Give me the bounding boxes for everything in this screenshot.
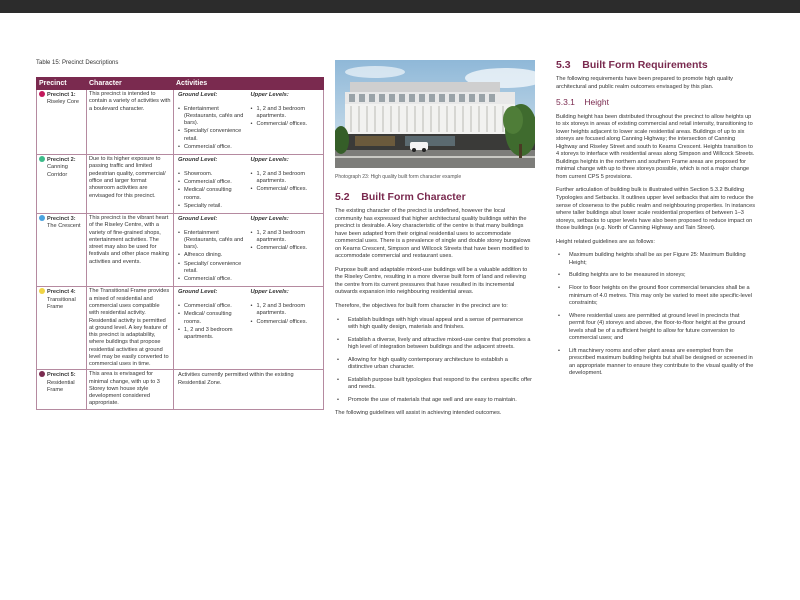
building-photo xyxy=(335,60,535,168)
ground-level-column xyxy=(176,156,249,212)
ground-level-list xyxy=(178,106,247,152)
list-item: • Building heights are to be measured in storeys; xyxy=(556,272,756,280)
ground-level-list xyxy=(178,303,247,341)
section-5-2-paragraph-1: The existing character of the precinct is undefined, however the local community has expressed that higher architectural quality buildings within the precinct is desirable. A key characteristic of the centre is that many buildings have been adapted from their original residential uses to accommodate commercial uses. There is a prevalence of single and double storey bungalows on Kearns Crescent, Simpson and Willcock Streets that have been modified to accommodate commercial and restaurant uses. xyxy=(335,208,531,260)
objectives-list xyxy=(335,317,533,405)
list-item: • Where residential uses are permitted at ground level in precincts that permit four (4) storeys and above, the floor-to-floor height at the ground levels shall be of a sufficient height to allow for future conversion to commercial uses; and xyxy=(556,313,756,343)
precinct-color-dot-icon xyxy=(39,288,45,294)
list-item: • Medical/ consulting rooms. xyxy=(178,311,247,326)
list-item: • 1, 2 and 3 bedroom apartments. xyxy=(251,171,320,186)
upper-levels-list xyxy=(251,303,320,326)
list-item: • 1, 2 and 3 bedroom apartments. xyxy=(178,327,247,342)
table-header-row xyxy=(37,78,324,90)
upper-levels-column xyxy=(249,91,322,153)
section-5-3-number: 5.3 xyxy=(556,59,571,71)
table-caption: Table 15: Precinct Descriptions xyxy=(36,60,119,66)
list-item: • Commercial/ office. xyxy=(178,144,247,151)
precinct-activities-cell xyxy=(174,155,324,214)
precinct-name-cell xyxy=(37,287,87,370)
header-activities: Activities xyxy=(174,78,324,90)
precinct-title: Canning Corridor xyxy=(47,164,68,178)
upper-levels-column xyxy=(249,215,322,285)
upper-levels-list xyxy=(251,106,320,129)
precinct-number: Precinct 3: xyxy=(47,216,76,223)
precinct-name-cell xyxy=(37,370,87,409)
list-item: • Maximum building heights shall be as per Figure 25: Maximum Building Height; xyxy=(556,252,756,267)
precinct-color-dot-icon xyxy=(39,156,45,162)
table-row xyxy=(37,287,324,370)
section-5-2-heading xyxy=(335,191,466,203)
ground-level-label: Ground Level: xyxy=(178,157,218,164)
precinct-color-dot-icon xyxy=(39,91,45,97)
list-item: • Entertainment (Restaurants, cafés and bars). xyxy=(178,106,247,128)
section-5-3-body xyxy=(556,76,756,383)
table-row xyxy=(37,155,324,214)
precinct-character-cell: This precinct is the vibrant heart of the Riseley Centre, with a variety of fine-grained shops, entertainment activities. The street may also be used for festivals and other place making activities and events. xyxy=(87,214,174,287)
precinct-name-cell xyxy=(37,155,87,214)
subsection-number: 5.3.1 xyxy=(556,97,575,108)
list-item: • Lift machinery rooms and other plant areas are exempted from the prescribed maximum building heights but shall be designed or screened in an appropriate manner to ensure they contribute to the visual quality of the development. xyxy=(556,348,756,378)
list-item: • Floor to floor heights on the ground floor commercial tenancies shall be a minimum of 4.0 metres. This may only be varied to meet site specific-level constraints; xyxy=(556,285,756,308)
section-5-2-paragraph-4: The following guidelines will assist in achieving intended outcomes. xyxy=(335,410,502,417)
upper-levels-label: Upper Levels: xyxy=(250,216,289,223)
upper-levels-label: Upper Levels: xyxy=(250,92,289,99)
section-5-2-title: Built Form Character xyxy=(361,191,466,203)
section-5-3-intro: The following requirements have been prepared to promote high quality architectural and public realm outcomes envisaged by this plan. xyxy=(556,76,733,90)
table-row xyxy=(37,90,324,155)
ground-level-list xyxy=(178,171,247,210)
precinct-name-cell xyxy=(37,214,87,287)
list-item: • Commercial/ office. xyxy=(178,303,247,310)
precinct-title: Residential Frame xyxy=(47,379,75,393)
upper-levels-column xyxy=(249,156,322,212)
list-item: • Promote the use of materials that age well and are easy to maintain. xyxy=(335,397,533,405)
precinct-character-cell: Due to its higher exposure to passing traffic and limited pedestrian quality, commercial/ office and larger format showroom activities are envisaged for this precinct. xyxy=(87,155,174,214)
section-5-2-number: 5.2 xyxy=(335,191,350,203)
list-item: • Establish a diverse, lively and attractive mixed-use centre that promotes a high level of integration between buildings and the adjacent streets. xyxy=(335,337,533,352)
subsection-5-3-1-heading xyxy=(556,97,756,108)
list-item: • Alfresco dining. xyxy=(178,252,247,259)
upper-levels-label: Upper Levels: xyxy=(250,289,289,296)
upper-levels-label: Upper Levels: xyxy=(250,157,289,164)
ground-level-label: Ground Level: xyxy=(178,216,218,223)
list-item: • Commercial/ offices. xyxy=(251,186,320,193)
precinct-activities-cell xyxy=(174,370,324,409)
list-item: • Establish purpose built typologies that respond to the centres specific offer and needs. xyxy=(335,377,533,392)
precinct-number: Precinct 4: xyxy=(47,289,76,296)
precinct-title: Riseley Core xyxy=(47,99,80,106)
precinct-title: The Crescent xyxy=(47,223,81,230)
subsection-title: Height xyxy=(584,97,609,108)
ground-level-list xyxy=(178,230,247,284)
top-bar xyxy=(0,0,800,13)
list-item: • 1, 2 and 3 bedroom apartments. xyxy=(251,303,320,318)
list-item: • Showroom. xyxy=(178,171,247,178)
precinct-activities-cell xyxy=(174,287,324,370)
building-illustration xyxy=(335,60,535,168)
list-item: • Specialty/ convenience retail. xyxy=(178,261,247,276)
ground-level-column xyxy=(176,91,249,153)
upper-levels-list xyxy=(251,171,320,194)
list-item: • Medical/ consulting rooms. xyxy=(178,187,247,202)
precinct-color-dot-icon xyxy=(39,371,45,377)
photo-caption: Photograph 23: High quality built form character example xyxy=(335,174,462,180)
ground-level-column xyxy=(176,288,249,343)
list-item: • Entertainment (Restaurants, cafés and bars). xyxy=(178,230,247,252)
list-item: • Commercial/ office. xyxy=(178,179,247,186)
list-item: • Specialty/ convenience retail. xyxy=(178,128,247,143)
upper-levels-column xyxy=(249,288,322,343)
list-item: • Specialty retail. xyxy=(178,203,247,210)
table-row xyxy=(37,370,324,409)
precinct-character-cell: This precinct is intended to contain a variety of activities with a boulevard character. xyxy=(87,90,174,155)
list-item: • Commercial/ offices. xyxy=(251,121,320,128)
height-paragraph-1: Building height has been distributed throughout the precinct to allow heights up to six storeys in areas of existing commercial and retail intensity, transitioning to lower heights adjacent to lower scale residential areas. Buildings of up to six storeys are focused along Canning Highway; the intersection of Canning Highway and Riseley Street and south to Kearns Crescent. Heights transition to 4 storeys to interface with residential areas along Simpson and Willcock Streets. Buildings heights in the northern and southern Frame areas are proposed for minimal change with up to three storeys possible, which is not a major change from current CPS 5 provisions. xyxy=(556,113,755,180)
table-row xyxy=(37,214,324,287)
precinct-table xyxy=(36,77,324,410)
height-paragraph-3: Height related guidelines are as follows: xyxy=(556,238,655,245)
activities-note: Activities currently permitted within the existing Residential Zone. xyxy=(178,372,294,386)
section-5-3-title: Built Form Requirements xyxy=(582,59,708,71)
list-item: • Commercial/ offices. xyxy=(251,245,320,252)
precinct-activities-cell xyxy=(174,90,324,155)
precinct-name-cell xyxy=(37,90,87,155)
upper-levels-list xyxy=(251,230,320,253)
precinct-color-dot-icon xyxy=(39,215,45,221)
section-5-3-heading xyxy=(556,59,708,71)
precinct-number: Precinct 2: xyxy=(47,157,76,164)
ground-level-label: Ground Level: xyxy=(178,289,218,296)
precinct-title: Transitional Frame xyxy=(47,296,76,310)
list-item: • Establish buildings with high visual appeal and a sense of permanence with high quality design, materials and finishes. xyxy=(335,317,533,332)
list-item: • Allowing for high quality contemporary architecture to establish a distinctive urban character. xyxy=(335,357,533,372)
precinct-number: Precinct 1: xyxy=(47,92,76,99)
ground-level-label: Ground Level: xyxy=(178,92,218,99)
list-item: • 1, 2 and 3 bedroom apartments. xyxy=(251,230,320,245)
precinct-number: Precinct 5: xyxy=(47,372,76,379)
list-item: • 1, 2 and 3 bedroom apartments. xyxy=(251,106,320,121)
section-5-2-paragraph-2: Purpose built and adaptable mixed-use buildings will be a valuable addition to the Riseley Centre, resulting in a more diverse built form of land and relieving the centre from its current pressures that have resulted in its incremental outwards expansion into neighbouring residential areas. xyxy=(335,266,528,296)
list-item: • Commercial/ office. xyxy=(178,276,247,283)
list-item: • Commercial/ offices. xyxy=(251,319,320,326)
precinct-character-cell: The Transitional Frame provides a mixed of residential and commercial uses compatible with residential activity. Residential activity is permitted at ground level. A key feature of this precinct is adaptability, where buildings that propose residential activities at ground level may be easily converted to commercial uses in time. xyxy=(87,287,174,370)
header-precinct: Precinct xyxy=(37,78,87,90)
section-5-2-body xyxy=(335,208,533,424)
precinct-activities-cell xyxy=(174,214,324,287)
section-5-2-paragraph-3: Therefore, the objectives for built form character in the precinct are to: xyxy=(335,303,508,310)
height-guidelines-list xyxy=(556,252,756,378)
precinct-character-cell: This area is envisaged for minimal change, with up to 3 Storey town house style development considered appropriate. xyxy=(87,370,174,409)
ground-level-column xyxy=(176,215,249,285)
height-paragraph-2: Further articulation of building bulk is illustrated within Section 5.3.2 Building Typologies and Setbacks. It outlines upper level setbacks that aim to reduce the sense of closeness to the public realm and neighbouring properties. In instances where taller buildings abut lower scale residential properties of between 1–3 storeys, setbacks to upper levels have also been proposed to reduce impact on those buildings (e.g. North of Canning Highway and Tain Street). xyxy=(556,187,756,232)
header-character: Character xyxy=(87,78,174,90)
